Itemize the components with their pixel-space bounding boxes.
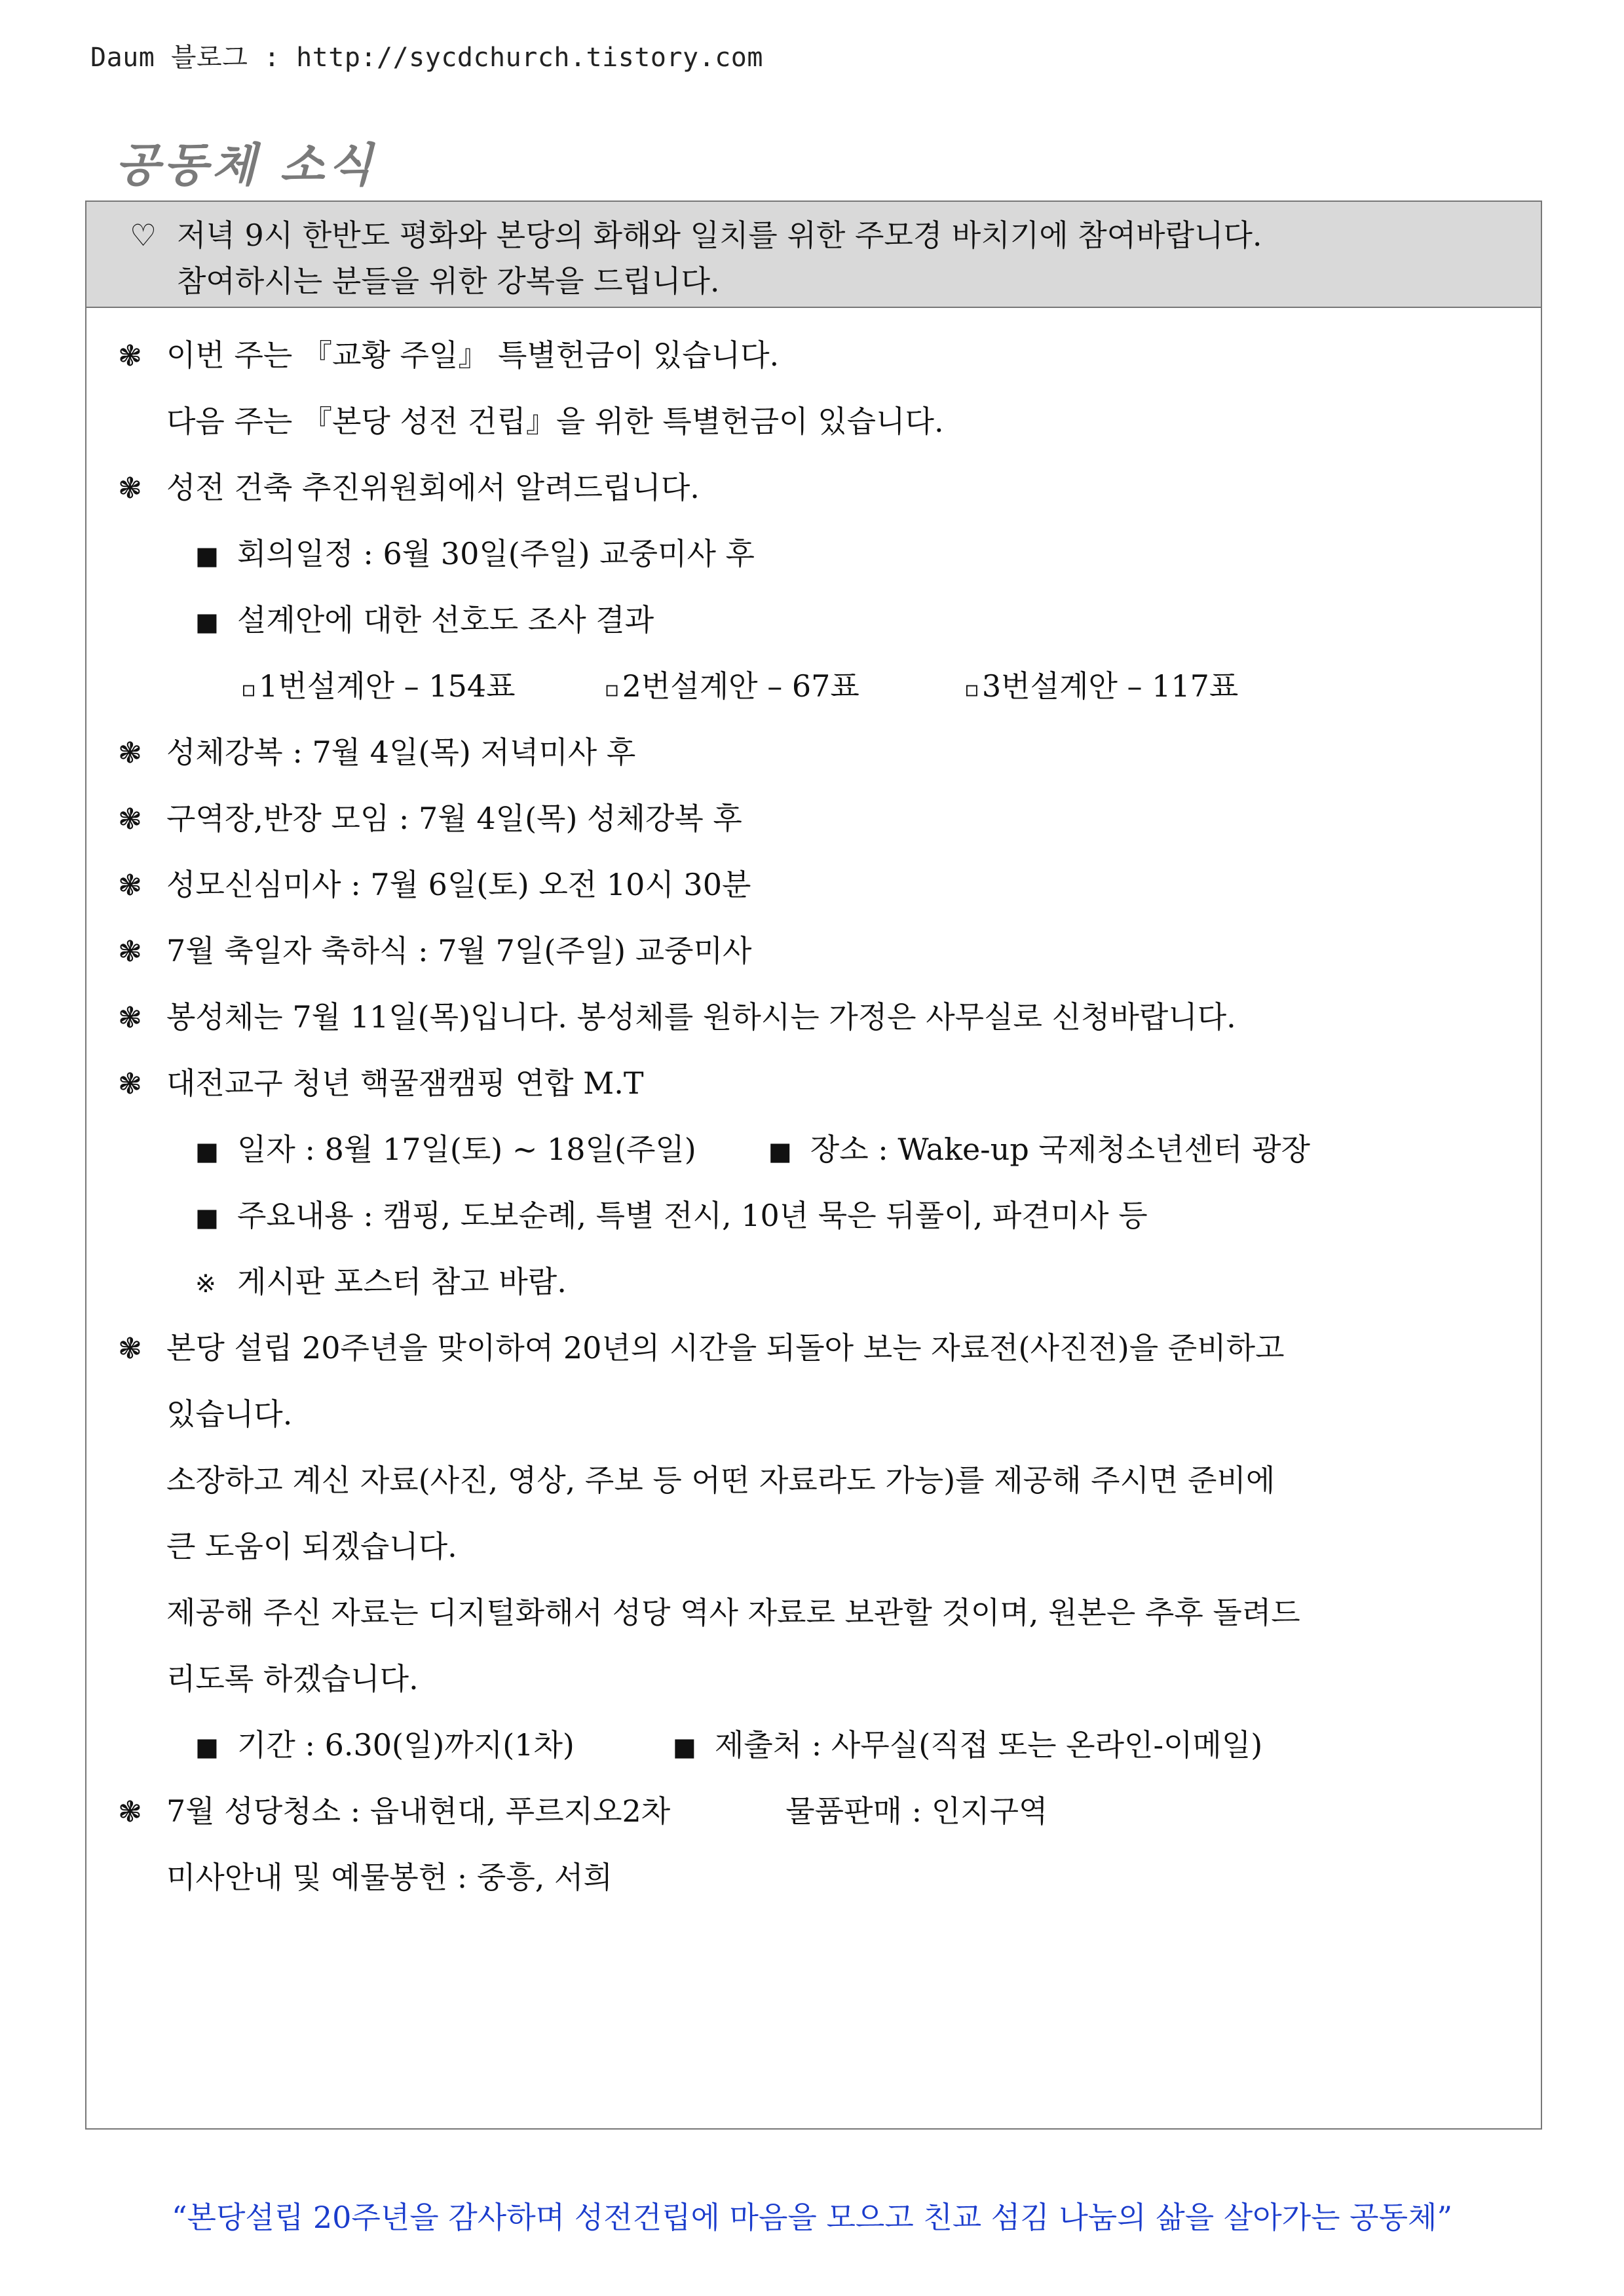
survey-options — [118, 653, 1541, 719]
blog-header: Daum 블로그 : http://sycdchurch.tistory.com — [90, 43, 763, 73]
feast-line: ❃ 7월 축일자 축하식 : 7월 7일(주일) 교중미사 — [118, 918, 1541, 984]
archive-line-1: ❃ 본당 설립 20주년을 맞이하여 20년의 시간을 되돌아 보는 자료전(사진전)을 준비하고 — [118, 1315, 1541, 1381]
small-square-icon: ▫ — [604, 676, 620, 702]
square-bullet-icon: ■ — [195, 1732, 219, 1761]
survey-option-1: ▫1번설계안 – 154표 — [241, 668, 516, 704]
flower-bullet-icon: ❃ — [118, 1332, 142, 1366]
youth-note: ※ 게시판 포스터 참고 바람. — [118, 1249, 1541, 1315]
eucharist-line: ❃ 성체강복 : 7월 4일(목) 저녁미사 후 — [118, 719, 1541, 786]
news-box — [85, 201, 1542, 2130]
youth-title: ❃ 대전교구 청년 핵꿀잼캠핑 연합 M.T — [118, 1050, 1541, 1117]
square-bullet-icon: ■ — [672, 1732, 696, 1761]
cleaning-line: ❃ 7월 성당청소 : 읍내현대, 푸르지오2차 물품판매 : 인지구역 — [118, 1778, 1541, 1845]
archive-period-submit: ■ 기간 : 6.30(일)까지(1차) ■ 제출처 : 사무실(직접 또는 온라인-이메일) — [118, 1712, 1541, 1778]
archive-line-5: 제공해 주신 자료는 디지털화해서 성당 역사 자료로 보관할 것이며, 원본은 추후 돌려드 — [166, 1595, 1300, 1630]
survey-option-2: ▫2번설계안 – 67표 — [604, 668, 859, 704]
notice-line-2: 참여하시는 분들을 위한 강복을 드립니다. — [177, 263, 720, 299]
mass-guide-line: 미사안내 및 예물봉헌 : 중흥, 서희 — [166, 1860, 613, 1895]
square-bullet-icon: ■ — [768, 1137, 792, 1166]
sales-text: 물품판매 : 인지구역 — [785, 1793, 1048, 1829]
notice-line-1: ♡ 저녁 9시 한반도 평화와 본당의 화해와 일치를 위한 주모경 바치기에 참여바랍니다. — [130, 212, 1541, 258]
heart-icon: ♡ — [130, 218, 157, 253]
offering-line-1: ❃ 이번 주는 『교황 주일』 특별헌금이 있습니다. — [118, 322, 1541, 389]
footer-motto: “본당설립 20주년을 감사하며 성전건립에 마음을 모으고 친교 섬김 나눔의 삶을 살아가는 공동체” — [172, 2200, 1452, 2235]
square-bullet-icon: ■ — [195, 607, 219, 636]
flower-bullet-icon: ❃ — [118, 1067, 142, 1101]
archive-line-3: 소장하고 계신 자료(사진, 영상, 주보 등 어떤 자료라도 가능)를 제공해 주시면 준비에 — [166, 1463, 1275, 1498]
meeting-line: ■ 회의일정 : 6월 30일(주일) 교중미사 후 — [118, 521, 1541, 587]
small-square-icon: ▫ — [241, 676, 257, 702]
district-line: ❃ 구역장,반장 모임 : 7월 4일(목) 성체강복 후 — [118, 786, 1541, 852]
square-bullet-icon: ■ — [195, 1203, 219, 1232]
flower-bullet-icon: ❃ — [118, 869, 142, 902]
square-bullet-icon: ■ — [195, 541, 219, 570]
flower-bullet-icon: ❃ — [118, 472, 142, 505]
flower-bullet-icon: ❃ — [118, 1001, 142, 1035]
reference-mark-icon: ※ — [195, 1269, 216, 1298]
section-title: 공동체 소식 — [115, 138, 377, 192]
offering-line-2: 다음 주는 『본당 성전 건립』을 위한 특별헌금이 있습니다. — [166, 404, 944, 439]
archive-line-4: 큰 도움이 되겠습니다. — [166, 1529, 457, 1564]
news-content — [86, 308, 1541, 1911]
marian-mass-line: ❃ 성모신심미사 : 7월 6일(토) 오전 10시 30분 — [118, 852, 1541, 918]
prayer-notice — [86, 202, 1541, 308]
survey-option-3: ▫3번설계안 – 117표 — [964, 668, 1239, 704]
communion-line: ❃ 봉성체는 7월 11일(목)입니다. 봉성체를 원하시는 가정은 사무실로 신청바랍니다. — [118, 984, 1541, 1050]
survey-line: ■ 설계안에 대한 선호도 조사 결과 — [118, 587, 1541, 653]
square-bullet-icon: ■ — [195, 1137, 219, 1166]
small-square-icon: ▫ — [964, 676, 979, 702]
youth-date-place: ■ 일자 : 8월 17일(토) ~ 18일(주일) ■ 장소 : Wake-up 국제청소년센터 광장 — [118, 1117, 1541, 1183]
archive-line-6: 리도록 하겠습니다. — [166, 1661, 419, 1696]
youth-program: ■ 주요내용 : 캠핑, 도보순례, 특별 전시, 10년 묵은 뒤풀이, 파견미사 등 — [118, 1183, 1541, 1249]
archive-line-2: 있습니다. — [166, 1396, 293, 1432]
flower-bullet-icon: ❃ — [118, 737, 142, 770]
flower-bullet-icon: ❃ — [118, 1795, 142, 1829]
building-title: ❃ 성전 건축 추진위원회에서 알려드립니다. — [118, 455, 1541, 521]
flower-bullet-icon: ❃ — [118, 339, 142, 373]
flower-bullet-icon: ❃ — [118, 803, 142, 836]
flower-bullet-icon: ❃ — [118, 935, 142, 968]
